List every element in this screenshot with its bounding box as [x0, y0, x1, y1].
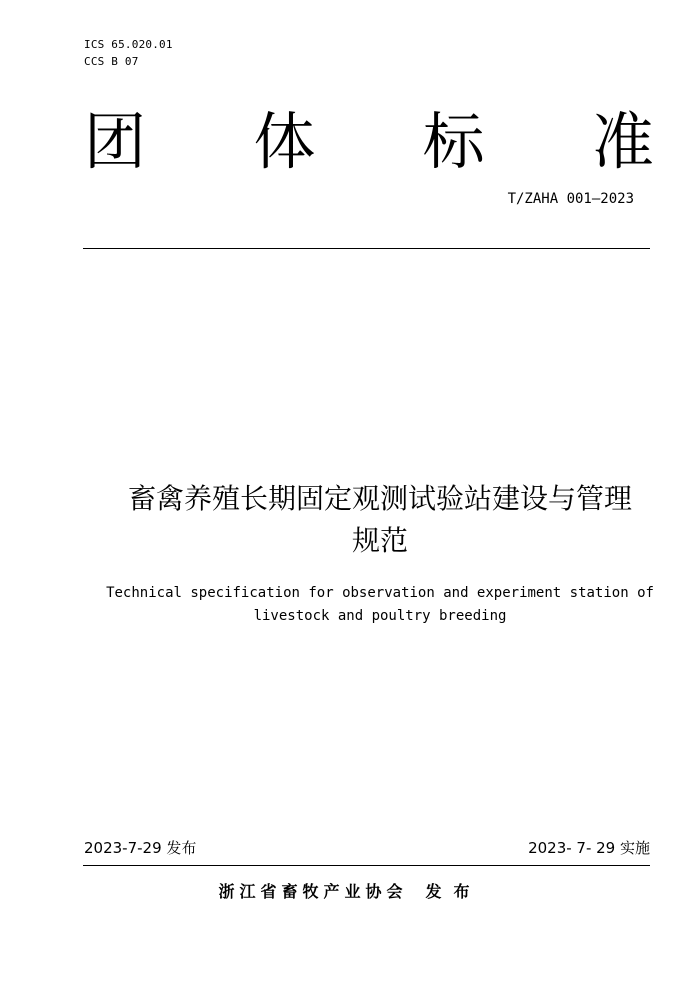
publisher-name: 浙江省畜牧产业协会	[218, 882, 408, 901]
standard-number: T/ZAHA 001—2023	[507, 191, 634, 207]
title-char-3: 标	[422, 105, 485, 178]
chinese-title-line-1: 畜禽养殖长期固定观测试验站建设与管理	[127, 482, 632, 515]
publish-date: 2023-7-29 发布	[84, 839, 197, 857]
chinese-title-line-2: 规范	[351, 524, 408, 557]
english-title-line-2: livestock and poultry breeding	[253, 608, 507, 624]
publish-label: 发布	[425, 882, 482, 901]
top-divider	[83, 248, 650, 249]
bottom-divider	[83, 865, 650, 866]
english-title-line-1: Technical specification for observation and experiment station of	[106, 585, 654, 601]
publisher-line	[0, 881, 700, 903]
title-char-1: 团	[84, 105, 147, 178]
english-title	[70, 582, 690, 628]
title-char-4: 准	[591, 105, 654, 178]
document-type-title	[84, 104, 654, 180]
implementation-date: 2023- 7- 29 实施	[528, 839, 650, 857]
ccs-code: CCS B 07	[84, 55, 139, 68]
title-char-2: 体	[253, 105, 316, 178]
chinese-title	[60, 478, 700, 562]
ics-code: ICS 65.020.01	[84, 38, 173, 51]
